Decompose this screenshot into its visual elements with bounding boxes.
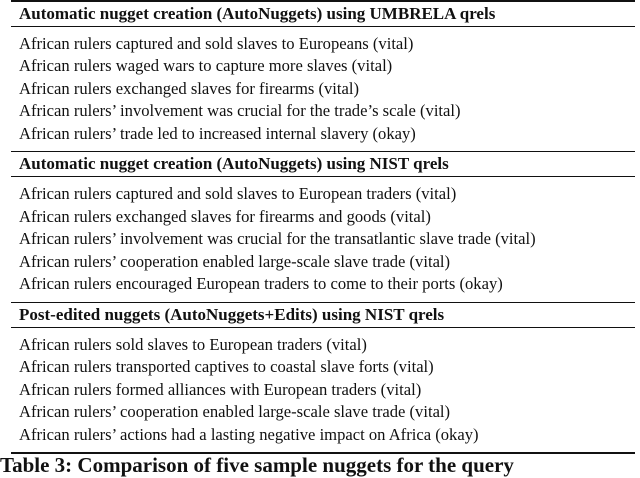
nugget-row: African rulers’ involvement was crucial for the trade’s scale (vital) [19, 101, 461, 120]
nugget-row: African rulers captured and sold slaves to European traders (vital) [19, 184, 457, 203]
nugget-row: African rulers formed alliances with European traders (vital) [19, 379, 422, 399]
nugget-list [11, 328, 635, 453]
nugget-row: African rulers exchanged slaves for firearms and goods (vital) [19, 206, 431, 226]
nugget-row: African rulers sold slaves to European traders (vital) [19, 334, 367, 354]
nugget-row: African rulers transported captives to coastal slave forts (vital) [19, 357, 434, 376]
section-header: Post-edited nuggets (AutoNuggets+Edits) using NIST qrels [19, 304, 445, 324]
nugget-row: African rulers exchanged slaves for firearms (vital) [19, 78, 360, 98]
section-autonuggets-nist [11, 152, 635, 302]
nugget-row: African rulers’ trade led to increased internal slavery (okay) [19, 123, 416, 143]
nugget-row: African rulers’ actions had a lasting negative impact on Africa (okay) [19, 424, 479, 444]
nugget-row: African rulers captured and sold slaves to Europeans (vital) [19, 33, 414, 53]
nugget-row: African rulers’ cooperation enabled large-scale slave trade (vital) [19, 402, 451, 421]
table-caption: Table 3: Comparison of five sample nuggets for the query [0, 453, 514, 477]
nugget-row: African rulers’ involvement was crucial for the transatlantic slave trade (vital) [19, 229, 536, 248]
nugget-row: African rulers waged wars to capture more slaves (vital) [19, 56, 393, 75]
section-autonuggets-umbrela [11, 2, 635, 152]
section-post-edited-nist [11, 303, 635, 453]
nugget-list [11, 177, 635, 302]
section-header: Automatic nugget creation (AutoNuggets) using NIST qrels [19, 154, 449, 173]
nugget-row: African rulers encouraged European traders to come to their ports (okay) [19, 274, 503, 293]
nugget-row: African rulers’ cooperation enabled large-scale slave trade (vital) [19, 251, 451, 271]
section-header: Automatic nugget creation (AutoNuggets) using UMBRELA qrels [19, 3, 496, 23]
nugget-comparison-table [11, 0, 635, 454]
nugget-list [11, 27, 635, 152]
